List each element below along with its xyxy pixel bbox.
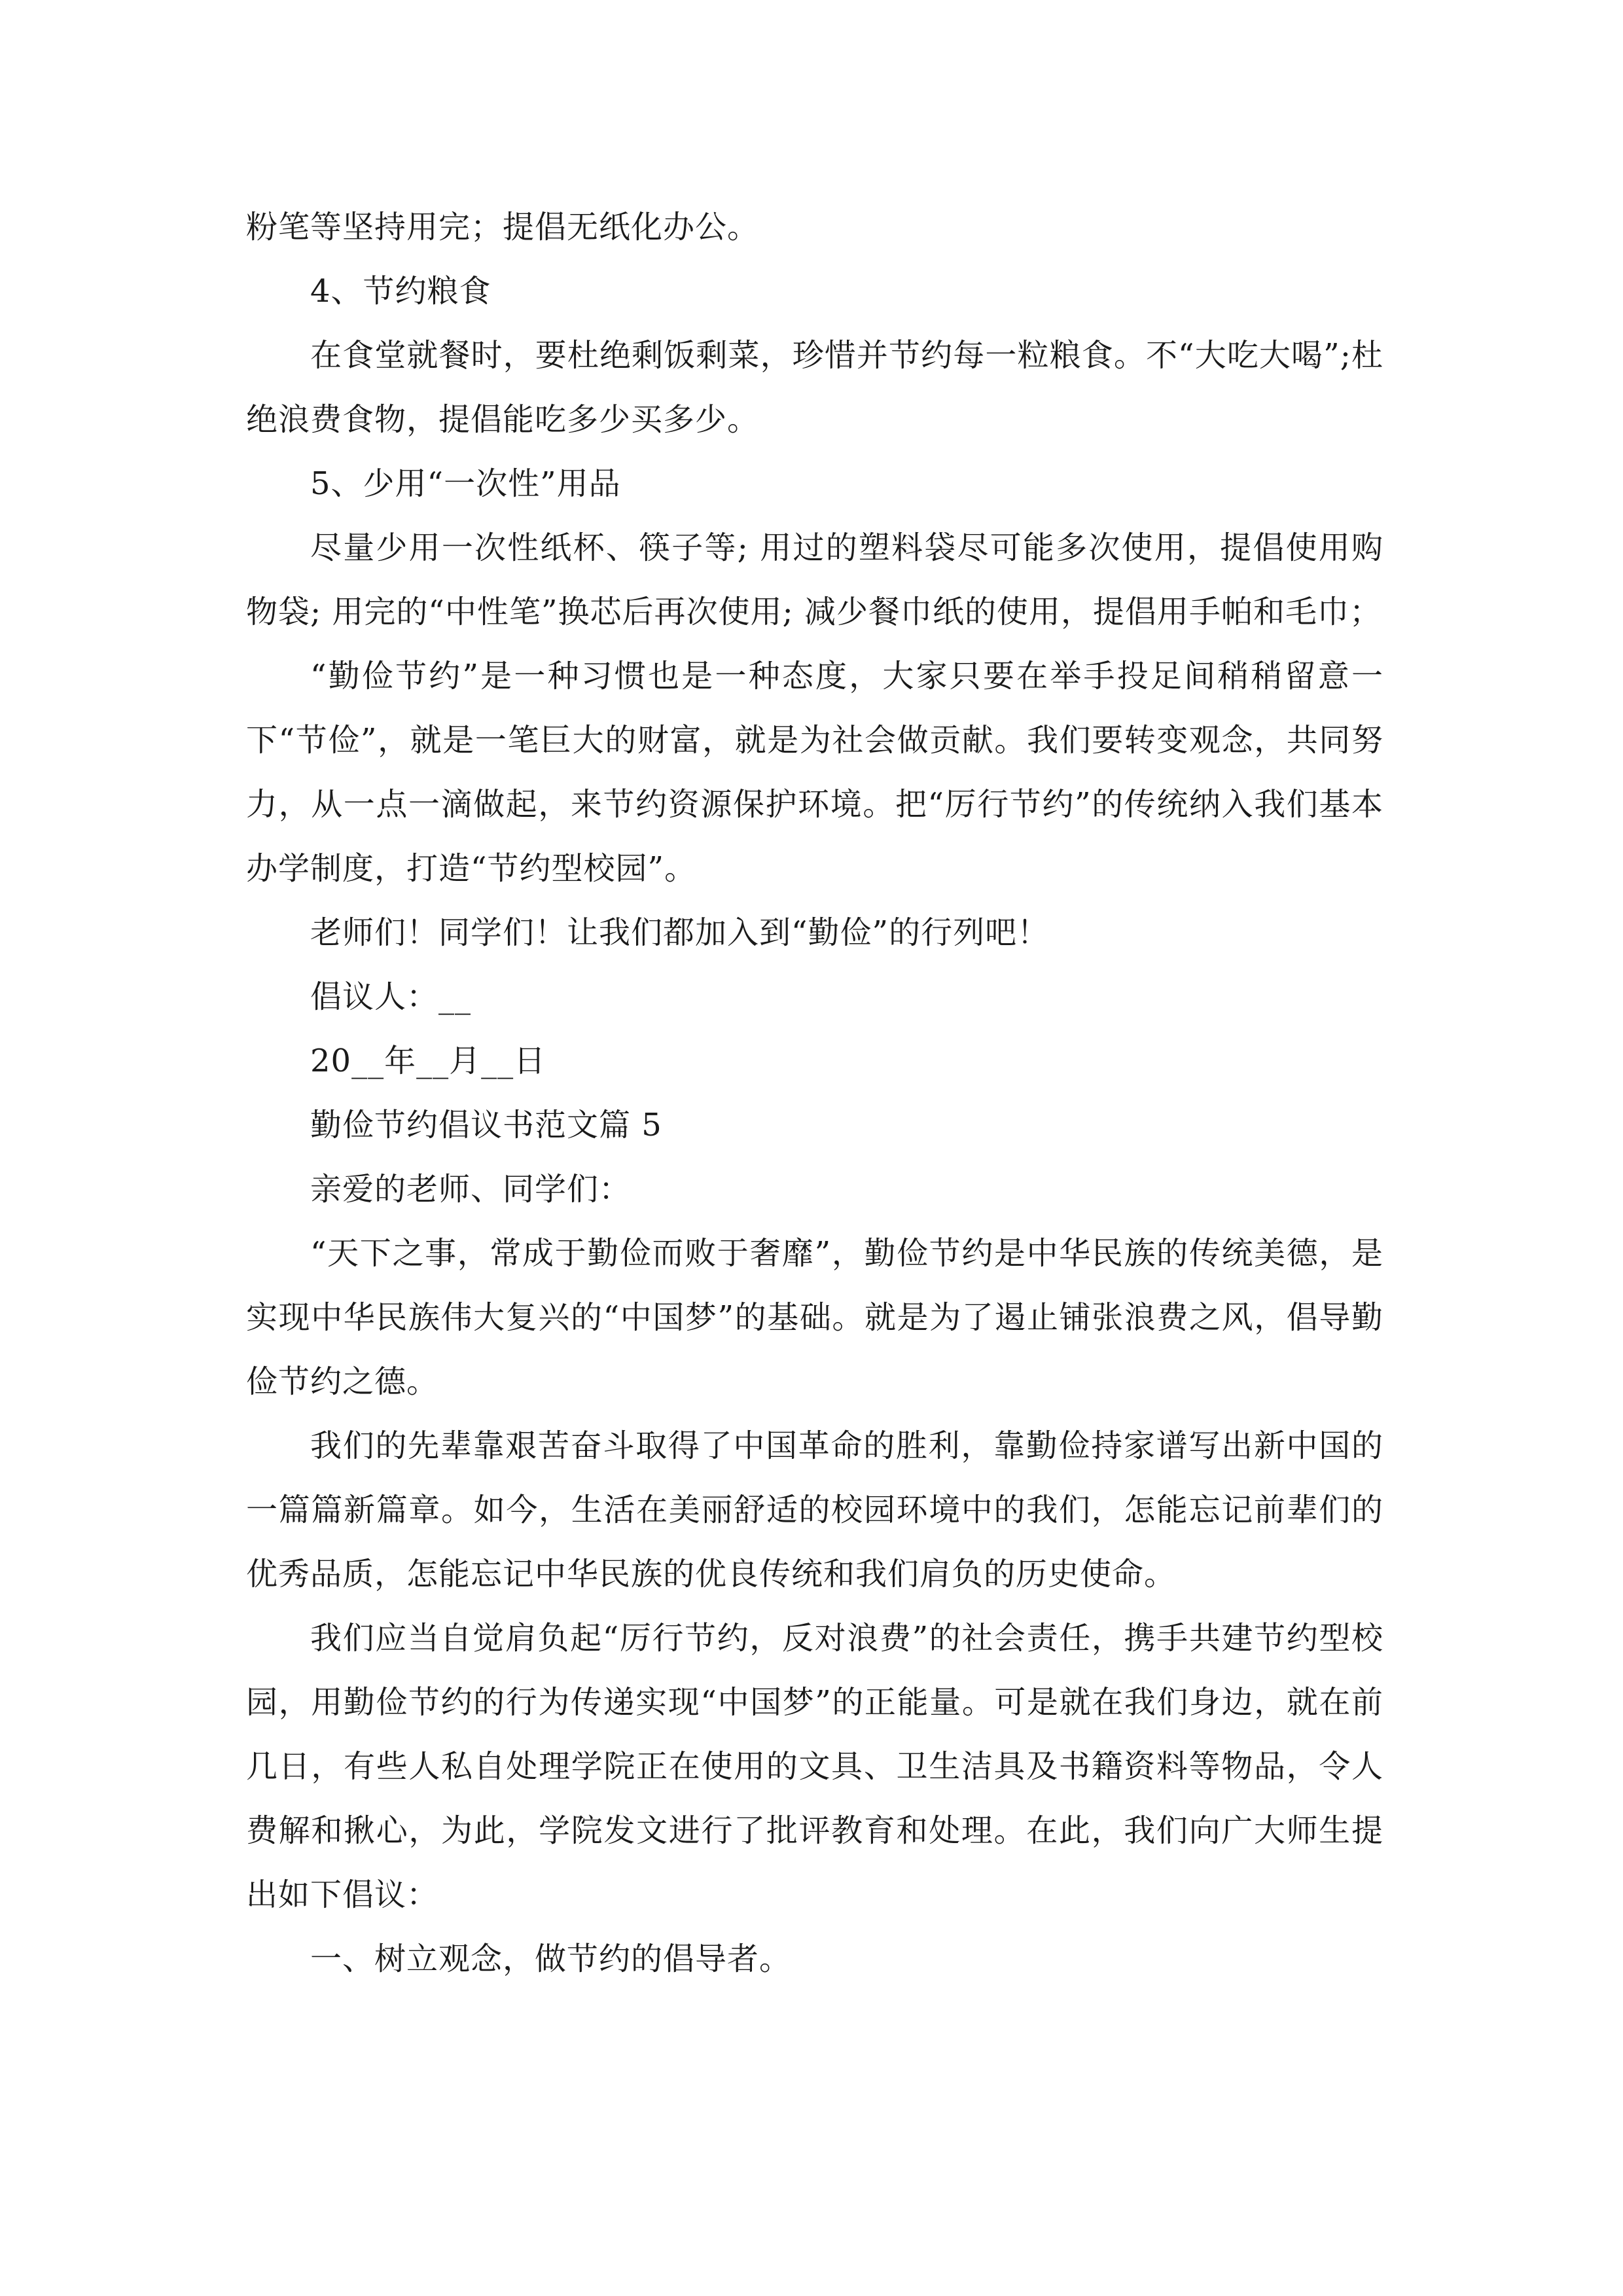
article-title: 勤俭节约倡议书范文篇 5 xyxy=(310,1107,662,1143)
paragraph: “天下之事，常成于勤俭而败于奢靡”，勤俭节约是中华民族的传统美德，是实现中华民族伟大复兴的“中国梦”的基础。就是为了遏止铺张浪费之风，倡导勤俭节约之德。 xyxy=(246,1235,1383,1400)
section-heading: 5、少用“一次性”用品 xyxy=(310,465,621,502)
section-heading: 4、节约粮食 xyxy=(310,273,491,310)
paragraph: 在食堂就餐时，要杜绝剩饭剩菜，珍惜并节约每一粒粮食。不“大吃大喝”;杜绝浪费食物，提倡能吃多少买多少。 xyxy=(246,337,1383,438)
date-line: 20__年__月__日 xyxy=(310,1043,546,1079)
signature-line: 倡议人：__ xyxy=(310,978,472,1015)
paragraph: 我们应当自觉肩负起“厉行节约，反对浪费”的社会责任，携手共建节约型校园，用勤俭节约的行为传递实现“中国梦”的正能量。可是就在我们身边，就在前几日，有些人私自处理学院正在使用的文具、卫生洁具及书籍资料等物品，令人费解和揪心，为此，学院发文进行了批评教育和处理。在此，我们向广大师生提出如下倡议： xyxy=(246,1620,1383,1913)
paragraph: “勤俭节约”是一种习惯也是一种态度，大家只要在举手投足间稍稍留意一下“节俭”，就是一笔巨大的财富，就是为社会做贡献。我们要转变观念，共同努力，从一点一滴做起，来节约资源保护环境。把“厉行节约”的传统纳入我们基本办学制度，打造“节约型校园”。 xyxy=(246,658,1383,887)
document-body xyxy=(246,195,1383,1991)
paragraph: 粉笔等坚持用完；提倡无纸化办公。 xyxy=(246,209,760,245)
paragraph: 我们的先辈靠艰苦奋斗取得了中国革命的胜利，靠勤俭持家谱写出新中国的一篇篇新篇章。如今，生活在美丽舒适的校园环境中的我们，怎能忘记前辈们的优秀品质，怎能忘记中华民族的优良传统和我们肩负的历史使命。 xyxy=(246,1427,1383,1592)
salutation: 亲爱的老师、同学们： xyxy=(310,1171,632,1208)
paragraph: 老师们！同学们！让我们都加入到“勤俭”的行列吧！ xyxy=(310,914,1050,951)
section-heading: 一、树立观念，做节约的倡导者。 xyxy=(310,1941,792,1977)
paragraph: 尽量少用一次性纸杯、筷子等; 用过的塑料袋尽可能多次使用，提倡使用购物袋; 用完的“中性笔”换芯后再次使用; 减少餐巾纸的使用，提倡用手帕和毛巾； xyxy=(246,529,1383,630)
